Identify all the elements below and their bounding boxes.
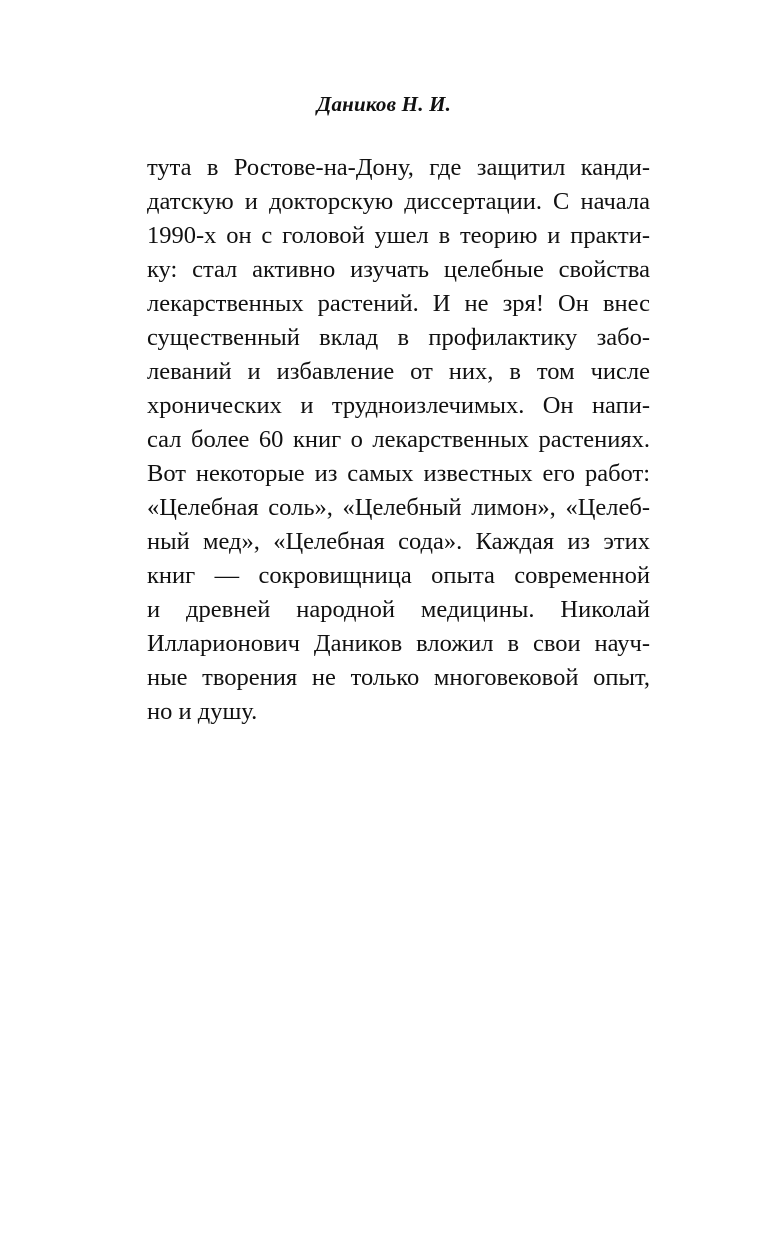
text-line: датскую и докторскую диссертации. С начала [147, 188, 650, 215]
text-line: сал более 60 книг о лекарственных растениях. [147, 426, 650, 453]
body-paragraph [147, 151, 650, 729]
text-line-last: но и душу. [147, 698, 258, 725]
text-line: и древней народной медицины. Николай [147, 596, 650, 623]
text-line: Вот некоторые из самых известных его работ: [147, 460, 650, 487]
text-line: хронических и трудноизлечимых. Он напи- [147, 392, 650, 419]
text-line: книг — сокровищница опыта современной [147, 562, 650, 589]
text-line: «Целебная соль», «Целебный лимон», «Целеб- [147, 494, 650, 521]
text-line: леваний и избавление от них, в том числе [147, 358, 650, 385]
text-line: 1990-х он с головой ушел в теорию и практи- [147, 222, 650, 249]
running-header: Даников Н. И. [316, 92, 452, 116]
text-line: ку: стал активно изучать целебные свойства [147, 256, 650, 283]
text-line: существенный вклад в профилактику забо- [147, 324, 650, 351]
text-line: Илларионович Даников вложил в свои науч- [147, 630, 650, 657]
text-line: лекарственных растений. И не зря! Он внес [147, 290, 650, 317]
text-line: ные творения не только многовековой опыт, [147, 664, 650, 691]
text-line: ный мед», «Целебная сода». Каждая из этих [147, 528, 650, 555]
text-line: тута в Ростове-на-Дону, где защитил канди- [147, 154, 650, 181]
